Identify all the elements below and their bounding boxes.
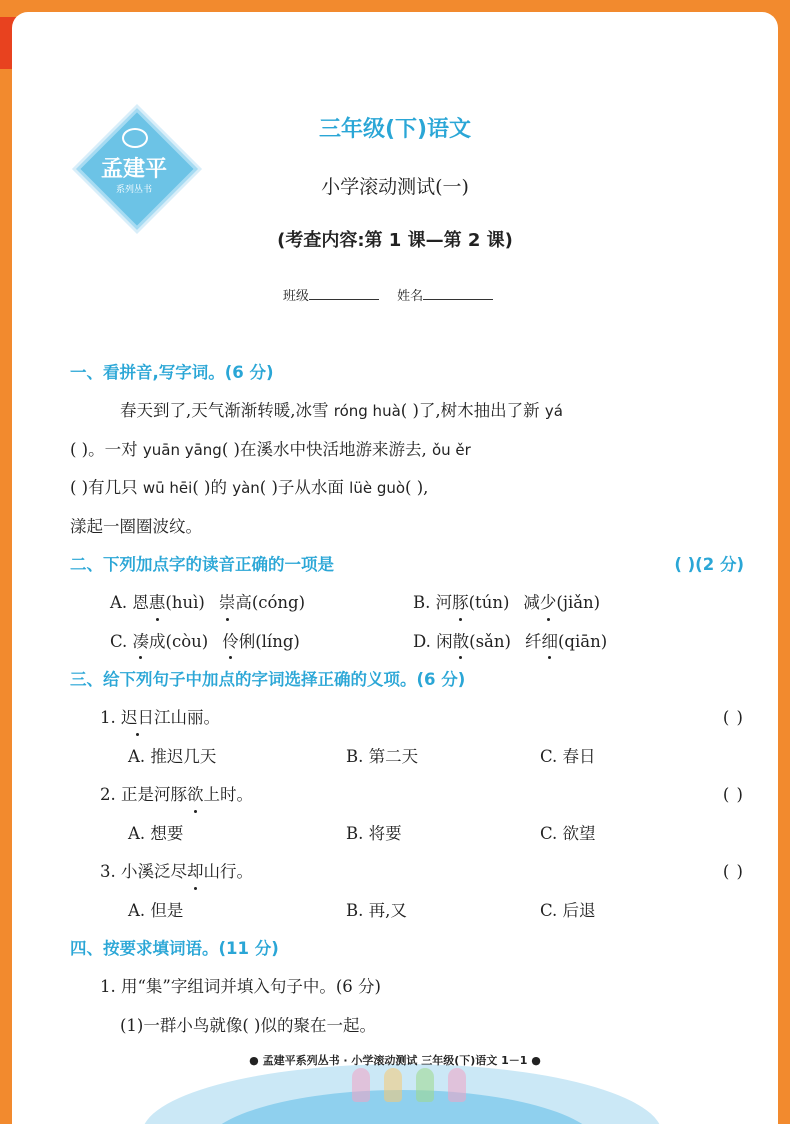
option-a[interactable]: A. 但是 bbox=[128, 900, 184, 920]
child-figure-illustration bbox=[448, 1068, 466, 1102]
option-a[interactable] bbox=[110, 584, 305, 623]
question-3-3 bbox=[70, 853, 744, 892]
question-4-1-1[interactable]: (1)一群小鸟就像( )似的聚在一起。 bbox=[120, 1015, 376, 1035]
text-segment: (tún) bbox=[468, 593, 510, 612]
section-2-answer-paren[interactable]: ( )(2 分) bbox=[674, 555, 744, 574]
pinyin: yá bbox=[544, 402, 563, 420]
section-1-line-1 bbox=[70, 392, 744, 431]
option-c[interactable]: C. 春日 bbox=[540, 746, 596, 766]
option-d[interactable] bbox=[413, 623, 607, 662]
text-segment: D. 闲 bbox=[413, 631, 453, 651]
pinyin: yuān yāng bbox=[142, 440, 222, 459]
dotted-char: 却 bbox=[187, 853, 204, 892]
text-segment: 2. 正是河豚 bbox=[100, 785, 187, 804]
text-segment: 3. 小溪泛尽 bbox=[100, 862, 187, 881]
text-segment: 山行。 bbox=[203, 862, 253, 881]
dotted-char: 少 bbox=[540, 584, 557, 623]
section-1-heading: 一、看拼音,写字词。(6 分) bbox=[70, 363, 274, 382]
question-3-2-options bbox=[70, 815, 744, 854]
option-a[interactable]: A. 想要 bbox=[128, 823, 184, 843]
text-segment: 上时。 bbox=[203, 785, 253, 804]
student-info-line bbox=[12, 285, 778, 304]
answer-blank[interactable]: ( )在溪水中快活地游来游去, bbox=[221, 439, 432, 459]
answer-blank[interactable]: ( ), bbox=[405, 478, 429, 497]
question-3-1-options bbox=[70, 738, 744, 777]
text-segment: 春天到了,天气渐渐转暖,冰雪 bbox=[120, 401, 334, 420]
text-segment: 俐(líng) bbox=[238, 631, 300, 651]
text-segment: C. bbox=[110, 631, 133, 651]
name-label: 姓名 bbox=[397, 289, 424, 304]
answer-paren[interactable]: ( ) bbox=[722, 862, 744, 881]
dotted-char: 伶 bbox=[222, 623, 239, 662]
text-segment: 高(cóng) bbox=[235, 593, 306, 612]
pinyin: ǒu ěr bbox=[431, 440, 471, 459]
dotted-char: 惠 bbox=[149, 584, 166, 623]
option-b[interactable]: B. 将要 bbox=[346, 823, 402, 843]
text-segment: (huì) bbox=[165, 593, 205, 612]
text-segment: 纤 bbox=[524, 631, 542, 651]
answer-blank[interactable]: ( )了,树木抽出了新 bbox=[400, 401, 545, 420]
test-scope: (考查内容:第 1 课—第 2 课) bbox=[277, 230, 513, 251]
question-3-3-options bbox=[70, 892, 744, 931]
text-segment: B. 河 bbox=[413, 593, 453, 612]
child-figure-illustration bbox=[416, 1068, 434, 1102]
section-2-heading bbox=[70, 546, 744, 584]
option-b[interactable] bbox=[413, 584, 600, 623]
pinyin: lüè guò bbox=[349, 479, 406, 497]
text-segment: 成(còu) bbox=[149, 631, 209, 651]
dotted-char: 豚 bbox=[452, 584, 469, 623]
page-footer: ● 孟建平系列丛书 · 小学滚动测试 三年级(下)语文 1－1 ● bbox=[249, 1054, 541, 1067]
answer-blank[interactable]: ( )的 bbox=[192, 478, 233, 497]
section-2-row-cd bbox=[70, 623, 744, 662]
logo-name: 孟建平 bbox=[100, 157, 167, 182]
section-4-heading: 四、按要求填词语。(11 分) bbox=[70, 939, 279, 958]
test-subtitle: 小学滚动测试(一) bbox=[321, 176, 469, 198]
question-content bbox=[70, 354, 744, 1045]
dotted-char: 细 bbox=[541, 623, 558, 662]
answer-blank[interactable]: ( )有几只 bbox=[70, 478, 143, 497]
option-c[interactable] bbox=[110, 623, 300, 662]
answer-blank[interactable]: ( )子从水面 bbox=[259, 478, 350, 497]
option-c[interactable]: C. 欲望 bbox=[540, 823, 596, 843]
option-b[interactable]: B. 再,又 bbox=[346, 900, 407, 920]
class-label: 班级 bbox=[282, 289, 309, 304]
option-b[interactable]: B. 第二天 bbox=[346, 746, 419, 766]
answer-blank[interactable]: ( )。一对 bbox=[70, 439, 143, 459]
section-2-row-ab bbox=[70, 584, 744, 623]
text-segment: 1. bbox=[100, 708, 121, 727]
question-3-1 bbox=[70, 699, 744, 738]
section-1-line-3 bbox=[70, 469, 744, 508]
answer-paren[interactable]: ( ) bbox=[722, 708, 744, 727]
name-field[interactable] bbox=[423, 287, 493, 300]
child-figure-illustration bbox=[352, 1068, 370, 1102]
exam-sheet bbox=[12, 12, 778, 1124]
dotted-char: 崇 bbox=[219, 584, 236, 623]
class-field[interactable] bbox=[309, 287, 379, 300]
logo-subtitle: 系列丛书 bbox=[115, 185, 152, 195]
question-4-1: 1. 用“集”字组词并填入句子中。(6 分) bbox=[100, 977, 381, 996]
question-3-2 bbox=[70, 776, 744, 815]
child-figure-illustration bbox=[384, 1068, 402, 1102]
text-segment: (qiān) bbox=[557, 631, 608, 651]
dotted-char: 凑 bbox=[133, 623, 150, 662]
text-segment: A. 恩 bbox=[110, 593, 149, 612]
section-1-line-2 bbox=[70, 431, 744, 470]
section-3-heading: 三、给下列句子中加点的字词选择正确的义项。(6 分) bbox=[70, 670, 466, 689]
option-c[interactable]: C. 后退 bbox=[540, 900, 596, 920]
answer-paren[interactable]: ( ) bbox=[722, 785, 744, 804]
pinyin: wū hēi bbox=[142, 479, 193, 497]
section-1-line-4: 漾起一圈圈波纹。 bbox=[70, 516, 202, 536]
text-segment: (sǎn) bbox=[469, 631, 511, 651]
text-segment: (jiǎn) bbox=[556, 593, 601, 612]
text-segment: 减 bbox=[523, 593, 540, 612]
dotted-char: 欲 bbox=[187, 776, 204, 815]
pinyin: yàn bbox=[232, 479, 260, 497]
dotted-char: 迟日 bbox=[121, 699, 154, 738]
page-title: 三年级(下)语文 bbox=[318, 117, 472, 142]
dotted-char: 散 bbox=[453, 623, 470, 662]
text-segment: 江山丽。 bbox=[154, 708, 220, 727]
section-2-title: 二、下列加点字的读音正确的一项是 bbox=[70, 555, 334, 574]
option-a[interactable]: A. 推迟几天 bbox=[128, 746, 217, 766]
pinyin: róng huà bbox=[333, 402, 401, 420]
